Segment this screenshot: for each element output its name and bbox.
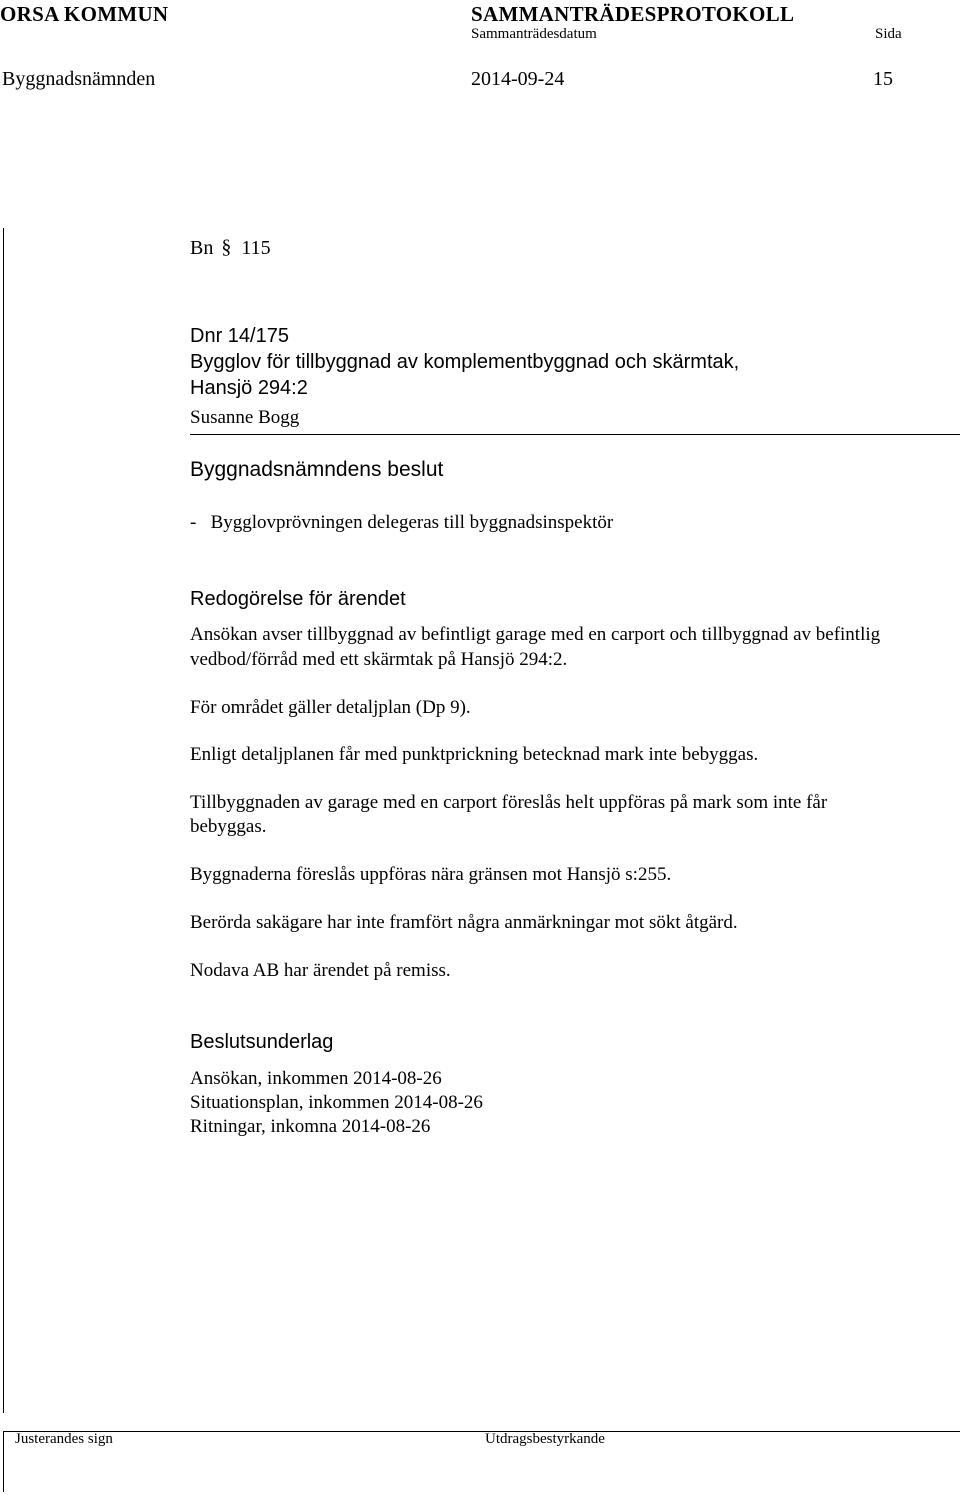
meeting-date: 2014-09-24 — [471, 68, 565, 90]
committee-name: Byggnadsnämnden — [2, 68, 156, 90]
report-p7: Nodava AB har ärendet på remiss. — [190, 960, 451, 981]
meeting-date-label: Sammanträdesdatum — [471, 26, 597, 42]
protocol-title: SAMMANTRÄDESPROTOKOLL — [471, 2, 795, 26]
case-title-line-1: Bygglov för tillbyggnad av komplementbyggnad och skärmtak, — [190, 351, 740, 373]
report-p1-line-1: Ansökan avser tillbyggnad av befintligt garage med en carport och tillbyggnad av befintlig — [190, 624, 881, 645]
basis-item: Ritningar, inkomna 2014-08-26 — [190, 1116, 431, 1137]
case-title-line-2: Hansjö 294:2 — [190, 377, 308, 399]
footer-divider — [3, 1431, 960, 1432]
report-p3: Enligt detaljplanen får med punktprickning betecknad mark inte bebyggas. — [190, 744, 759, 765]
page-number: 15 — [873, 68, 893, 90]
signature-label: Justerandes sign — [15, 1431, 113, 1447]
report-p1-line-2: vedbod/förråd med ett skärmtak på Hansjö 294:2. — [190, 649, 568, 670]
extract-certification-label: Utdragsbestyrkande — [485, 1431, 605, 1447]
case-officer: Susanne Bogg — [190, 407, 300, 428]
report-p6: Berörda sakägare har inte framfört några anmärkningar mot sökt åtgärd. — [190, 912, 738, 933]
case-number: Dnr 14/175 — [190, 325, 289, 347]
paragraph-value: 115 — [241, 237, 271, 259]
basis-item: Ansökan, inkommen 2014-08-26 — [190, 1068, 442, 1089]
basis-heading: Beslutsunderlag — [190, 1031, 334, 1053]
footer-margin-line — [3, 1432, 4, 1492]
page-label: Sida — [875, 26, 902, 42]
paragraph-prefix: Bn — [190, 237, 214, 259]
paragraph-number — [190, 237, 271, 260]
report-p4-line-1: Tillbyggnaden av garage med en carport föreslås helt uppföras på mark som inte får — [190, 792, 828, 813]
organization-name: ORSA KOMMUN — [0, 2, 169, 26]
report-p5: Byggnaderna föreslås uppföras nära gränsen mot Hansjö s:255. — [190, 864, 672, 885]
left-margin-line — [3, 228, 4, 1413]
section-sign-icon: § — [221, 236, 232, 258]
report-p4-line-2: bebyggas. — [190, 816, 267, 837]
decision-heading: Byggnadsnämndens beslut — [190, 458, 444, 481]
decision-item: - Bygglovprövningen delegeras till byggnadsinspektör — [190, 512, 614, 533]
basis-item: Situationsplan, inkommen 2014-08-26 — [190, 1092, 483, 1113]
report-p2: För området gäller detaljplan (Dp 9). — [190, 697, 471, 718]
report-heading: Redogörelse för ärendet — [190, 588, 406, 610]
case-header-rule — [190, 434, 960, 435]
